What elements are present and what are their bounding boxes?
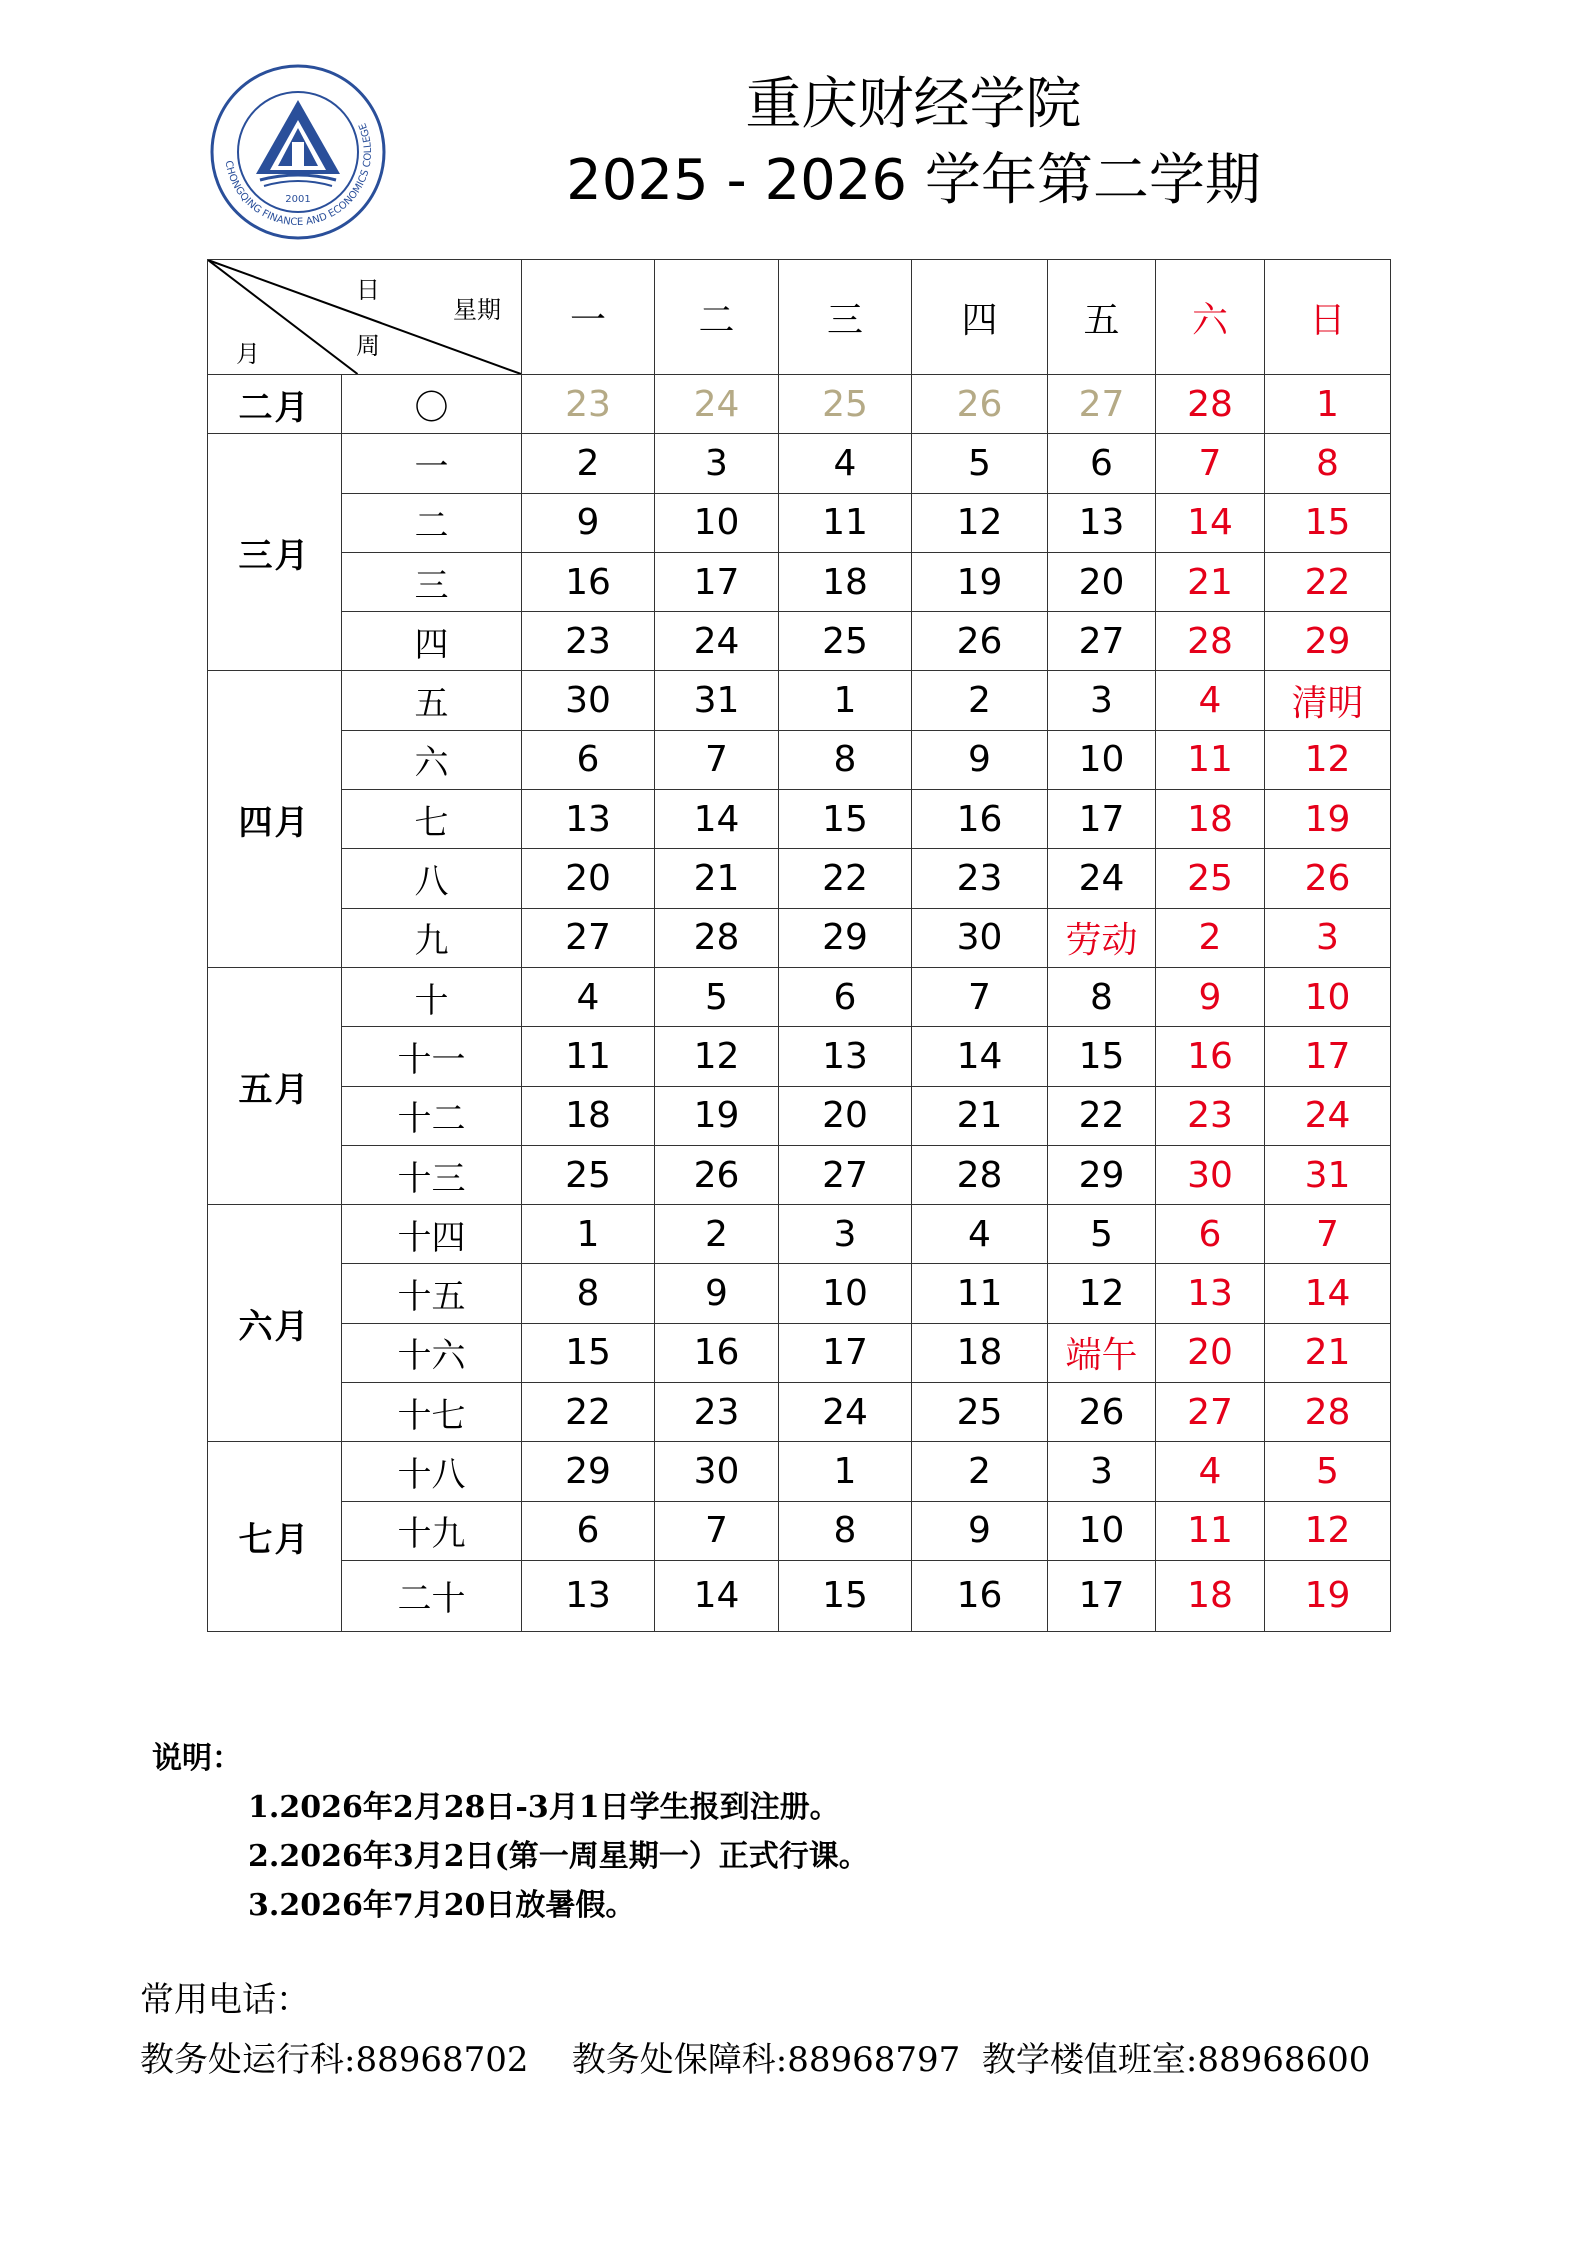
- day-cell: 18: [522, 1086, 655, 1145]
- day-cell: 25: [912, 1383, 1048, 1442]
- day-cell: 7: [1265, 1205, 1391, 1264]
- day-cell: 18: [779, 552, 912, 611]
- day-cell: 8: [779, 1501, 912, 1560]
- day-cell: 27: [779, 1145, 912, 1204]
- day-cell: 8: [522, 1264, 655, 1323]
- corner-weekday-label: 星期: [453, 296, 501, 324]
- day-cell: 6: [1048, 434, 1156, 493]
- day-cell: 23: [1156, 1086, 1265, 1145]
- day-cell: 27: [1156, 1383, 1265, 1442]
- day-cell: 2: [655, 1205, 779, 1264]
- day-cell: 10: [1048, 1501, 1156, 1560]
- logo-ring-text: CHONGQING FINANCE AND ECONOMICS COLLEGE: [222, 121, 375, 229]
- day-cell: 25: [522, 1145, 655, 1204]
- day-cell: 30: [522, 671, 655, 730]
- day-cell: 3: [655, 434, 779, 493]
- day-cell: 14: [655, 1560, 779, 1631]
- note-item: 1.2026年2月28日-3月1日学生报到注册。: [248, 1790, 840, 1825]
- day-cell: 3: [1048, 671, 1156, 730]
- day-cell: 30: [912, 908, 1048, 967]
- phone-list: 教务处运行科:88968702 教务处保障科:88968797 教学楼值班室:88968600: [140, 2040, 1371, 2080]
- day-cell: 26: [912, 375, 1048, 434]
- day-cell: 25: [1156, 849, 1265, 908]
- day-cell: 9: [912, 730, 1048, 789]
- day-cell: 22: [1048, 1086, 1156, 1145]
- table-row: [208, 1086, 1391, 1145]
- week-number-cell: 十六: [342, 1323, 522, 1382]
- day-cell: 1: [779, 671, 912, 730]
- day-cell: 11: [1156, 730, 1265, 789]
- day-cell: 26: [655, 1145, 779, 1204]
- day-cell: 15: [1265, 493, 1391, 552]
- day-cell: 4: [779, 434, 912, 493]
- day-cell: 3: [1048, 1442, 1156, 1501]
- week-number-cell: 十九: [342, 1501, 522, 1560]
- weekday-header: 三: [779, 260, 912, 375]
- corner-week-label: 周: [356, 332, 380, 360]
- table-row: [208, 1205, 1391, 1264]
- table-row: [208, 1560, 1391, 1631]
- table-row: [208, 908, 1391, 967]
- day-cell: 11: [779, 493, 912, 552]
- table-row: [208, 849, 1391, 908]
- day-cell: 23: [655, 1383, 779, 1442]
- day-cell: 25: [779, 612, 912, 671]
- day-cell: 26: [912, 612, 1048, 671]
- day-cell: 1: [779, 1442, 912, 1501]
- weekday-header: 二: [655, 260, 779, 375]
- week-number-cell: 八: [342, 849, 522, 908]
- corner-month-label: 月: [236, 340, 260, 368]
- table-row: [208, 493, 1391, 552]
- day-cell: 6: [522, 1501, 655, 1560]
- table-row: [208, 671, 1391, 730]
- day-cell: 12: [1265, 730, 1391, 789]
- table-row: [208, 1145, 1391, 1204]
- table-row: [208, 1027, 1391, 1086]
- week-number-cell: 二十: [342, 1560, 522, 1631]
- day-cell: 9: [1156, 967, 1265, 1026]
- day-cell: 5: [912, 434, 1048, 493]
- day-cell: 8: [779, 730, 912, 789]
- day-cell: 11: [912, 1264, 1048, 1323]
- day-cell: 24: [1265, 1086, 1391, 1145]
- day-cell: 29: [522, 1442, 655, 1501]
- month-cell: 二月: [208, 375, 342, 434]
- day-cell: 13: [522, 1560, 655, 1631]
- day-cell: 端午: [1048, 1323, 1156, 1382]
- day-cell: 8: [1265, 434, 1391, 493]
- day-cell: 4: [912, 1205, 1048, 1264]
- day-cell: 22: [522, 1383, 655, 1442]
- corner-day-label: 日: [356, 276, 380, 304]
- day-cell: 23: [522, 612, 655, 671]
- day-cell: 24: [655, 612, 779, 671]
- day-cell: 24: [1048, 849, 1156, 908]
- phone-title: 常用电话：: [140, 1980, 310, 2020]
- week-number-cell: 一: [342, 434, 522, 493]
- day-cell: 25: [779, 375, 912, 434]
- note-item: 2.2026年3月2日(第一周星期一）正式行课。: [248, 1839, 869, 1874]
- day-cell: 10: [1265, 967, 1391, 1026]
- day-cell: 21: [1265, 1323, 1391, 1382]
- day-cell: 2: [522, 434, 655, 493]
- day-cell: 28: [1156, 375, 1265, 434]
- table-row: [208, 967, 1391, 1026]
- day-cell: 3: [779, 1205, 912, 1264]
- day-cell: 11: [522, 1027, 655, 1086]
- day-cell: 24: [655, 375, 779, 434]
- day-cell: 31: [1265, 1145, 1391, 1204]
- day-cell: 13: [1156, 1264, 1265, 1323]
- day-cell: 13: [779, 1027, 912, 1086]
- week-number-cell: 十: [342, 967, 522, 1026]
- day-cell: 27: [1048, 375, 1156, 434]
- day-cell: 21: [912, 1086, 1048, 1145]
- day-cell: 8: [1048, 967, 1156, 1026]
- month-cell: 六月: [208, 1205, 342, 1442]
- day-cell: 5: [655, 967, 779, 1026]
- day-cell: 清明: [1265, 671, 1391, 730]
- day-cell: 9: [655, 1264, 779, 1323]
- day-cell: 22: [1265, 552, 1391, 611]
- week-number-cell: 十五: [342, 1264, 522, 1323]
- day-cell: 10: [655, 493, 779, 552]
- day-cell: 2: [912, 671, 1048, 730]
- notes-title: 说明：: [152, 1741, 242, 1776]
- day-cell: 6: [1156, 1205, 1265, 1264]
- table-row: [208, 612, 1391, 671]
- table-row: [208, 1323, 1391, 1382]
- day-cell: 18: [912, 1323, 1048, 1382]
- week-number-cell: 十八: [342, 1442, 522, 1501]
- day-cell: 7: [1156, 434, 1265, 493]
- month-cell: 五月: [208, 967, 342, 1204]
- day-cell: 10: [1048, 730, 1156, 789]
- week-number-cell: 七: [342, 790, 522, 849]
- header-corner-cell: [208, 260, 522, 375]
- day-cell: 16: [912, 1560, 1048, 1631]
- day-cell: 16: [1156, 1027, 1265, 1086]
- day-cell: 20: [779, 1086, 912, 1145]
- table-row: [208, 434, 1391, 493]
- week-number-cell: 〇: [342, 375, 522, 434]
- day-cell: 劳动: [1048, 908, 1156, 967]
- day-cell: 14: [655, 790, 779, 849]
- day-cell: 28: [1156, 612, 1265, 671]
- table-row: [208, 1264, 1391, 1323]
- day-cell: 30: [655, 1442, 779, 1501]
- weekday-header: 四: [912, 260, 1048, 375]
- week-number-cell: 十七: [342, 1383, 522, 1442]
- weekday-header: 日: [1265, 260, 1391, 375]
- logo-year: 2001: [285, 194, 311, 205]
- day-cell: 13: [522, 790, 655, 849]
- week-number-cell: 四: [342, 612, 522, 671]
- weekday-header: 一: [522, 260, 655, 375]
- day-cell: 20: [1048, 552, 1156, 611]
- day-cell: 16: [522, 552, 655, 611]
- day-cell: 4: [522, 967, 655, 1026]
- day-cell: 9: [522, 493, 655, 552]
- day-cell: 1: [1265, 375, 1391, 434]
- day-cell: 15: [1048, 1027, 1156, 1086]
- day-cell: 28: [655, 908, 779, 967]
- day-cell: 26: [1265, 849, 1391, 908]
- day-cell: 4: [1156, 671, 1265, 730]
- table-row: [208, 1383, 1391, 1442]
- day-cell: 27: [1048, 612, 1156, 671]
- day-cell: 6: [779, 967, 912, 1026]
- day-cell: 19: [1265, 1560, 1391, 1631]
- day-cell: 15: [779, 1560, 912, 1631]
- weekday-header: 五: [1048, 260, 1156, 375]
- day-cell: 29: [1048, 1145, 1156, 1204]
- day-cell: 7: [912, 967, 1048, 1026]
- week-number-cell: 五: [342, 671, 522, 730]
- page-subtitle: 2025 - 2026 学年第二学期: [566, 148, 1261, 213]
- day-cell: 9: [912, 1501, 1048, 1560]
- day-cell: 12: [1265, 1501, 1391, 1560]
- day-cell: 27: [522, 908, 655, 967]
- day-cell: 19: [912, 552, 1048, 611]
- day-cell: 15: [522, 1323, 655, 1382]
- table-row: [208, 730, 1391, 789]
- day-cell: 28: [1265, 1383, 1391, 1442]
- day-cell: 5: [1265, 1442, 1391, 1501]
- table-row: [208, 1442, 1391, 1501]
- day-cell: 19: [655, 1086, 779, 1145]
- month-cell: 三月: [208, 434, 342, 671]
- week-number-cell: 十三: [342, 1145, 522, 1204]
- day-cell: 7: [655, 730, 779, 789]
- week-number-cell: 九: [342, 908, 522, 967]
- week-number-cell: 十一: [342, 1027, 522, 1086]
- day-cell: 22: [779, 849, 912, 908]
- table-row: [208, 552, 1391, 611]
- day-cell: 16: [912, 790, 1048, 849]
- day-cell: 18: [1156, 790, 1265, 849]
- day-cell: 2: [912, 1442, 1048, 1501]
- day-cell: 30: [1156, 1145, 1265, 1204]
- day-cell: 5: [1048, 1205, 1156, 1264]
- day-cell: 17: [1048, 1560, 1156, 1631]
- day-cell: 7: [655, 1501, 779, 1560]
- day-cell: 23: [912, 849, 1048, 908]
- day-cell: 17: [779, 1323, 912, 1382]
- weekday-header: 六: [1156, 260, 1265, 375]
- calendar-table: [207, 259, 1391, 1632]
- day-cell: 24: [779, 1383, 912, 1442]
- week-number-cell: 三: [342, 552, 522, 611]
- day-cell: 12: [655, 1027, 779, 1086]
- day-cell: 13: [1048, 493, 1156, 552]
- day-cell: 28: [912, 1145, 1048, 1204]
- day-cell: 10: [779, 1264, 912, 1323]
- day-cell: 17: [1048, 790, 1156, 849]
- day-cell: 14: [1265, 1264, 1391, 1323]
- day-cell: 19: [1265, 790, 1391, 849]
- day-cell: 21: [655, 849, 779, 908]
- day-cell: 29: [1265, 612, 1391, 671]
- week-number-cell: 六: [342, 730, 522, 789]
- month-cell: 四月: [208, 671, 342, 967]
- day-cell: 29: [779, 908, 912, 967]
- table-row: [208, 375, 1391, 434]
- week-number-cell: 十四: [342, 1205, 522, 1264]
- week-number-cell: 十二: [342, 1086, 522, 1145]
- day-cell: 21: [1156, 552, 1265, 611]
- week-number-cell: 二: [342, 493, 522, 552]
- page-title: 重庆财经学院: [745, 72, 1082, 137]
- day-cell: 17: [1265, 1027, 1391, 1086]
- day-cell: 12: [912, 493, 1048, 552]
- day-cell: 4: [1156, 1442, 1265, 1501]
- day-cell: 6: [522, 730, 655, 789]
- day-cell: 14: [912, 1027, 1048, 1086]
- day-cell: 12: [1048, 1264, 1156, 1323]
- day-cell: 11: [1156, 1501, 1265, 1560]
- day-cell: 17: [655, 552, 779, 611]
- day-cell: 15: [779, 790, 912, 849]
- day-cell: 20: [1156, 1323, 1265, 1382]
- table-row: [208, 790, 1391, 849]
- table-row: [208, 1501, 1391, 1560]
- day-cell: 3: [1265, 908, 1391, 967]
- day-cell: 26: [1048, 1383, 1156, 1442]
- day-cell: 14: [1156, 493, 1265, 552]
- day-cell: 31: [655, 671, 779, 730]
- day-cell: 1: [522, 1205, 655, 1264]
- day-cell: 20: [522, 849, 655, 908]
- day-cell: 23: [522, 375, 655, 434]
- day-cell: 16: [655, 1323, 779, 1382]
- day-cell: 2: [1156, 908, 1265, 967]
- note-item: 3.2026年7月20日放暑假。: [248, 1888, 636, 1923]
- day-cell: 18: [1156, 1560, 1265, 1631]
- month-cell: 七月: [208, 1442, 342, 1632]
